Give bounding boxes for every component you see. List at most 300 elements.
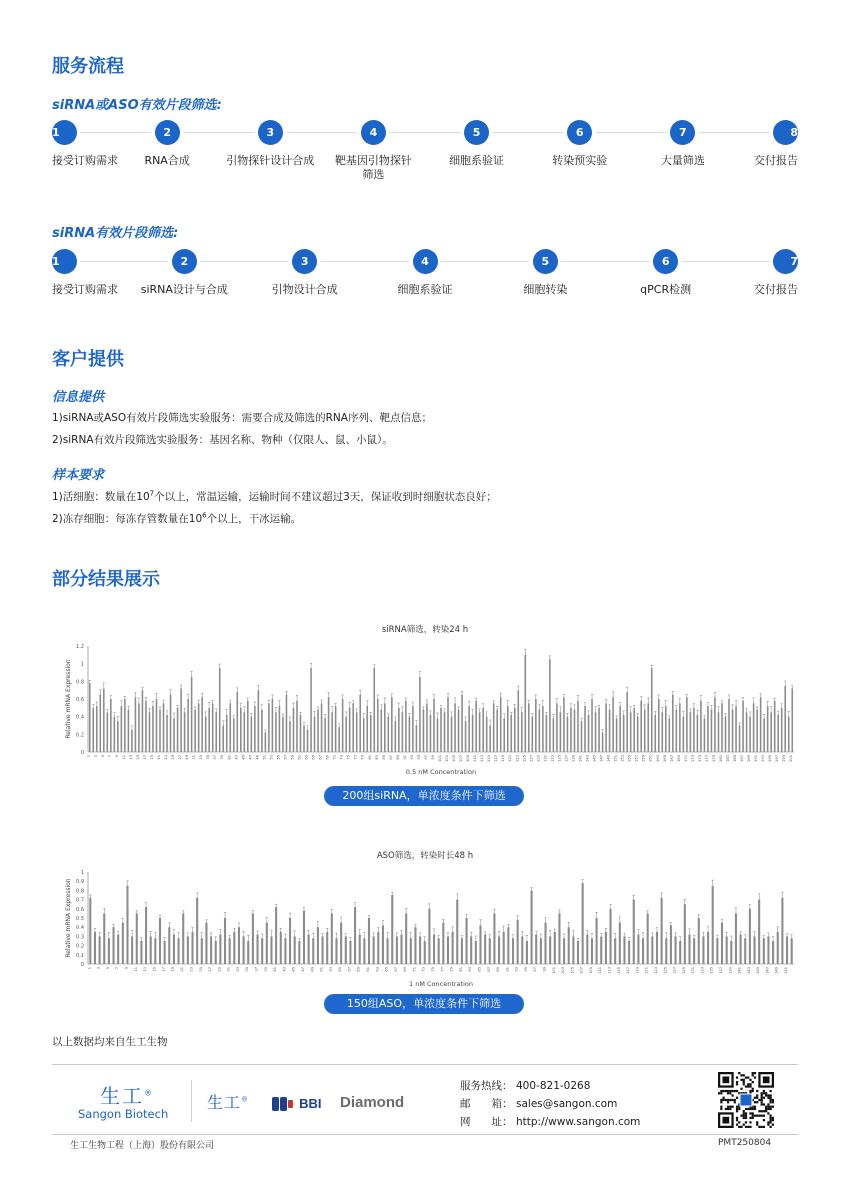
x-tick-label: 75: [431, 967, 436, 972]
x-tick-label: 117: [626, 967, 631, 974]
bar: [605, 932, 607, 964]
x-tick-label: 3: [96, 967, 101, 970]
bar: [623, 715, 625, 752]
qr-module: [725, 1099, 727, 1101]
qr-module: [772, 1119, 774, 1121]
qr-finder-core: [722, 1117, 729, 1124]
flow1-title: siRNA或ASO有效片段筛选:: [52, 98, 222, 113]
bar: [563, 938, 565, 964]
x-tick-label: 77: [353, 755, 358, 760]
bar: [363, 718, 365, 752]
bar: [354, 907, 356, 964]
qr-module: [745, 1115, 747, 1117]
section-title-customer-provide: 客户提供: [52, 349, 124, 370]
qr-module: [738, 1072, 740, 1074]
bar: [265, 733, 267, 752]
bar: [465, 721, 467, 752]
bar: [596, 918, 598, 964]
bar: [177, 708, 179, 752]
x-tick-label: 113: [480, 755, 485, 762]
x-tick-label: 37: [213, 755, 218, 760]
bar: [254, 706, 256, 752]
bar: [693, 708, 695, 752]
bar: [398, 708, 400, 752]
bar: [675, 936, 677, 964]
step-number-badge: 7: [670, 120, 695, 145]
bar: [714, 697, 716, 752]
qr-module: [749, 1108, 751, 1110]
qr-module: [743, 1112, 745, 1114]
x-tick-label: 43: [282, 967, 287, 972]
x-tick-label: 81: [458, 967, 463, 972]
qr-module: [731, 1099, 733, 1101]
x-tick-label: 93: [514, 967, 519, 972]
bar: [679, 703, 681, 752]
bar: [588, 715, 590, 752]
info-title: 信息提供: [52, 390, 105, 405]
qr-module: [743, 1074, 745, 1076]
bar: [493, 703, 495, 752]
x-tick-label: 59: [290, 755, 295, 760]
bar: [247, 701, 249, 752]
x-tick-label: 105: [570, 967, 575, 974]
qr-module: [745, 1108, 747, 1110]
x-tick-label: 111: [598, 967, 603, 974]
x-tick-label: 41: [227, 755, 232, 760]
step-label: 细胞系验证: [449, 154, 505, 167]
x-tick-label: 75: [346, 755, 351, 760]
bar: [577, 941, 579, 964]
x-tick-label: 137: [719, 967, 724, 974]
bar: [602, 733, 604, 752]
qr-module: [752, 1090, 754, 1092]
web-label: 网 址：: [460, 1116, 513, 1128]
bar: [349, 708, 351, 752]
x-tick-label: 127: [529, 755, 534, 762]
bar: [686, 697, 688, 752]
diamond-logo: Diamond: [340, 1094, 405, 1111]
bar: [651, 668, 653, 752]
bar: [711, 710, 713, 752]
footer-bottom-divider: [52, 1134, 798, 1135]
qr-module: [727, 1092, 729, 1094]
qr-module: [720, 1099, 722, 1101]
bar: [222, 726, 224, 753]
flow-step: [318, 120, 428, 182]
bar: [368, 918, 370, 964]
bar: [428, 909, 430, 964]
flow-step: [112, 120, 222, 168]
qr-module: [763, 1103, 765, 1105]
qr-module: [736, 1083, 738, 1085]
qr-module: [765, 1092, 767, 1094]
bar: [314, 717, 316, 752]
bar: [121, 706, 123, 752]
x-tick-label: 61: [297, 755, 302, 760]
bar: [103, 913, 105, 964]
bar: [777, 715, 779, 752]
bar: [526, 941, 528, 964]
bar: [718, 712, 720, 752]
qr-module: [720, 1101, 722, 1103]
qr-module: [736, 1090, 738, 1092]
bar: [688, 935, 690, 964]
x-tick-label: 83: [374, 755, 379, 760]
qr-module: [761, 1110, 763, 1112]
bar: [296, 701, 298, 752]
y-tick-label: 0.4: [76, 925, 84, 932]
qr-module: [752, 1115, 754, 1117]
x-tick-label: 151: [613, 755, 618, 762]
logo-divider: [191, 1080, 192, 1122]
bar: [138, 703, 140, 752]
bar: [503, 718, 505, 752]
bar: [456, 900, 458, 964]
email-label: 邮 箱：: [460, 1098, 513, 1110]
x-tick-label: 149: [606, 755, 611, 762]
bar: [788, 717, 790, 752]
section-title-service-flow: 服务流程: [52, 56, 124, 77]
bar: [99, 936, 101, 964]
x-tick-label: 19: [149, 755, 154, 760]
bar: [712, 886, 714, 964]
bar: [261, 938, 263, 964]
bar: [651, 936, 653, 964]
sangon-logo-en: Sangon Biotech: [78, 1107, 169, 1121]
y-tick-label: 0.2: [76, 943, 84, 950]
bar: [94, 932, 96, 964]
x-tick-label: 125: [522, 755, 527, 762]
bar: [135, 697, 137, 752]
qr-module: [758, 1115, 760, 1117]
qr-module: [767, 1124, 769, 1126]
bar: [640, 701, 642, 752]
bar: [447, 936, 449, 964]
x-tick-label: 39: [220, 755, 225, 760]
qr-module: [731, 1106, 733, 1108]
bar: [96, 706, 98, 752]
bar: [423, 710, 425, 752]
bar: [532, 717, 534, 752]
bar: [377, 699, 379, 752]
x-tick-label: 109: [588, 967, 593, 974]
bar: [275, 907, 277, 964]
bar: [732, 710, 734, 752]
footer-top-divider: [52, 1064, 798, 1065]
bar: [479, 712, 481, 752]
bar: [437, 718, 439, 752]
step-label: RNA合成: [144, 154, 190, 167]
bar: [475, 701, 477, 752]
qr-module: [756, 1101, 758, 1103]
qr-module: [736, 1097, 738, 1099]
x-tick-label: 181: [718, 755, 723, 762]
bar: [122, 923, 124, 964]
y-tick-label: 0.6: [76, 906, 84, 913]
qr-module: [745, 1076, 747, 1078]
x-tick-label: 99: [542, 967, 547, 972]
bar: [349, 941, 351, 964]
qr-module: [754, 1106, 756, 1108]
web-value[interactable]: http://www.sangon.com: [516, 1116, 641, 1128]
bar: [661, 712, 663, 752]
qr-module: [745, 1085, 747, 1087]
x-tick-label: 87: [388, 755, 393, 760]
bar: [619, 706, 621, 752]
x-tick-label: 33: [199, 755, 204, 760]
bar: [517, 690, 519, 752]
x-tick-label: 39: [263, 967, 268, 972]
bar: [461, 695, 463, 752]
bar: [289, 918, 291, 964]
x-tick-label: 71: [332, 755, 337, 760]
qr-module: [740, 1126, 742, 1128]
qr-module: [747, 1108, 749, 1110]
x-tick-label: 13: [128, 755, 133, 760]
step-label: 靶基因引物探针 筛选: [334, 154, 412, 181]
bar: [572, 936, 574, 964]
x-tick-label: 149: [774, 967, 779, 974]
x-tick-label: 109: [466, 755, 471, 762]
bar: [145, 701, 147, 752]
bar: [507, 706, 509, 752]
x-tick-label: 129: [681, 967, 686, 974]
bar: [726, 936, 728, 964]
bar: [567, 717, 569, 752]
bar: [451, 717, 453, 752]
x-tick-label: 119: [501, 755, 506, 762]
qr-module: [763, 1110, 765, 1112]
x-tick-label: 131: [691, 967, 696, 974]
qr-module: [727, 1106, 729, 1108]
bar: [142, 690, 144, 752]
x-tick-label: 49: [310, 967, 315, 972]
x-tick-label: 195: [768, 755, 773, 762]
bar: [205, 923, 207, 964]
bar: [647, 913, 649, 964]
bar: [584, 706, 586, 752]
x-tick-label: 95: [523, 967, 528, 972]
step-number-badge: 1: [52, 120, 77, 145]
aso-badge: 150组ASO，单浓度条件下筛选: [324, 994, 524, 1014]
bar: [574, 710, 576, 752]
qr-module: [770, 1117, 772, 1119]
step-label: 引物设计合成: [271, 283, 338, 296]
bar: [238, 927, 240, 964]
qr-module: [761, 1099, 763, 1101]
qr-module: [767, 1121, 769, 1123]
qr-code-icon: [718, 1072, 774, 1128]
bar: [286, 695, 288, 752]
bar: [475, 941, 477, 964]
bar: [331, 913, 333, 964]
qr-module: [722, 1090, 724, 1092]
bar: [772, 941, 774, 964]
x-tick-label: 139: [728, 967, 733, 974]
qr-module: [731, 1090, 733, 1092]
bar: [568, 927, 570, 964]
bar: [279, 706, 281, 752]
x-tick-label: 53: [328, 967, 333, 972]
sangon-logo-2: 生工®: [207, 1093, 250, 1112]
x-tick-label: 161: [648, 755, 653, 762]
qr-module: [738, 1108, 740, 1110]
section-title-results: 部分结果展示: [52, 569, 160, 590]
bar: [395, 721, 397, 752]
qr-module: [725, 1108, 727, 1110]
bar: [324, 718, 326, 752]
qr-module: [772, 1099, 774, 1101]
x-tick-label: 13: [143, 967, 148, 972]
bar: [503, 932, 505, 964]
bar: [444, 712, 446, 752]
bar: [373, 936, 375, 964]
bbi-logo: [272, 1093, 321, 1113]
qr-module: [745, 1112, 747, 1114]
bar: [300, 715, 302, 752]
bar: [359, 695, 361, 752]
x-axis-label: 1 nM Concentration: [409, 980, 473, 988]
bar: [605, 703, 607, 752]
step-number-badge: 7: [773, 249, 798, 274]
x-tick-label: 153: [620, 755, 625, 762]
qr-finder-core: [722, 1076, 729, 1083]
x-tick-label: 125: [663, 967, 668, 974]
bar: [182, 913, 184, 964]
x-tick-label: 73: [339, 755, 344, 760]
bar: [405, 701, 407, 752]
bar: [484, 935, 486, 964]
bar: [412, 706, 414, 752]
qr-module: [770, 1099, 772, 1101]
bar: [107, 712, 109, 752]
hotline-label: 服务热线：: [460, 1080, 513, 1092]
bar: [352, 703, 354, 752]
x-tick-label: 55: [338, 967, 343, 972]
bar: [335, 706, 337, 752]
qr-module: [749, 1079, 751, 1081]
bar: [721, 703, 723, 752]
bar: [642, 938, 644, 964]
qr-module: [736, 1106, 738, 1108]
qr-module: [756, 1124, 758, 1126]
bar: [159, 918, 161, 964]
bar: [229, 703, 231, 752]
bar: [212, 703, 214, 752]
bar: [391, 895, 393, 964]
bar: [669, 718, 671, 752]
bar: [380, 710, 382, 752]
bar: [730, 941, 732, 964]
x-tick-label: 9: [124, 967, 129, 970]
qr-module: [745, 1117, 747, 1119]
bar: [377, 932, 379, 964]
bar: [229, 938, 231, 964]
qr-module: [770, 1090, 772, 1092]
bar: [756, 710, 758, 752]
bar: [758, 900, 760, 964]
bar: [303, 911, 305, 964]
bar: [781, 898, 783, 964]
flow1-steps: [52, 120, 798, 190]
contact-email: [460, 1096, 617, 1111]
bar: [753, 936, 755, 964]
bar: [131, 936, 133, 964]
x-tick-label: 143: [585, 755, 590, 762]
y-tick-label: 0.4: [76, 714, 84, 721]
x-tick-label: 119: [635, 967, 640, 974]
bar: [577, 701, 579, 752]
x-tick-label: 59: [356, 967, 361, 972]
bar: [152, 706, 154, 752]
bar: [521, 936, 523, 964]
qr-module: [767, 1103, 769, 1105]
bar: [665, 706, 667, 752]
email-value[interactable]: sales@sangon.com: [516, 1098, 618, 1110]
qr-module: [729, 1092, 731, 1094]
x-tick-label: 143: [746, 967, 751, 974]
qr-module: [738, 1121, 740, 1123]
bar: [767, 706, 769, 752]
x-tick-label: 9: [114, 755, 119, 758]
bar: [442, 923, 444, 964]
qr-module: [736, 1124, 738, 1126]
bar: [728, 699, 730, 752]
bar: [510, 715, 512, 752]
bar: [749, 717, 751, 752]
bar: [767, 936, 769, 964]
x-tick-label: 169: [676, 755, 681, 762]
bar: [512, 938, 514, 964]
bar: [154, 938, 156, 964]
bar: [702, 936, 704, 964]
qr-module: [727, 1099, 729, 1101]
qr-module: [740, 1074, 742, 1076]
bar: [654, 715, 656, 752]
qr-module: [761, 1126, 763, 1128]
bar: [447, 697, 449, 752]
x-axis-label: 0.5 nM Concentration: [405, 768, 477, 776]
bar: [294, 936, 296, 964]
bar: [312, 938, 314, 964]
x-tick-label: 51: [262, 755, 267, 760]
bar: [684, 904, 686, 964]
bar: [661, 898, 663, 964]
qr-module: [772, 1117, 774, 1119]
sample-title: 样本要求: [52, 468, 105, 483]
qr-module: [752, 1108, 754, 1110]
qr-module: [749, 1085, 751, 1087]
bar: [535, 935, 537, 964]
qr-module: [770, 1097, 772, 1099]
bar: [672, 695, 674, 752]
y-tick-label: 0.3: [76, 934, 84, 941]
info-line-2: 2)siRNA有效片段筛选实验服务：基因名称、物种（仅限人、鼠、小鼠）。: [52, 434, 393, 446]
x-tick-label: 25: [198, 967, 203, 972]
bar: [489, 726, 491, 753]
bar: [595, 712, 597, 752]
bar: [338, 727, 340, 752]
flow-step: [129, 249, 239, 297]
bar: [454, 703, 456, 752]
x-tick-label: 127: [672, 967, 677, 974]
x-tick-label: 133: [700, 967, 705, 974]
bar: [546, 715, 548, 752]
bbi-logo-mark-icon: [272, 1095, 294, 1113]
qr-module: [754, 1108, 756, 1110]
qr-module: [770, 1108, 772, 1110]
qr-module: [743, 1081, 745, 1083]
